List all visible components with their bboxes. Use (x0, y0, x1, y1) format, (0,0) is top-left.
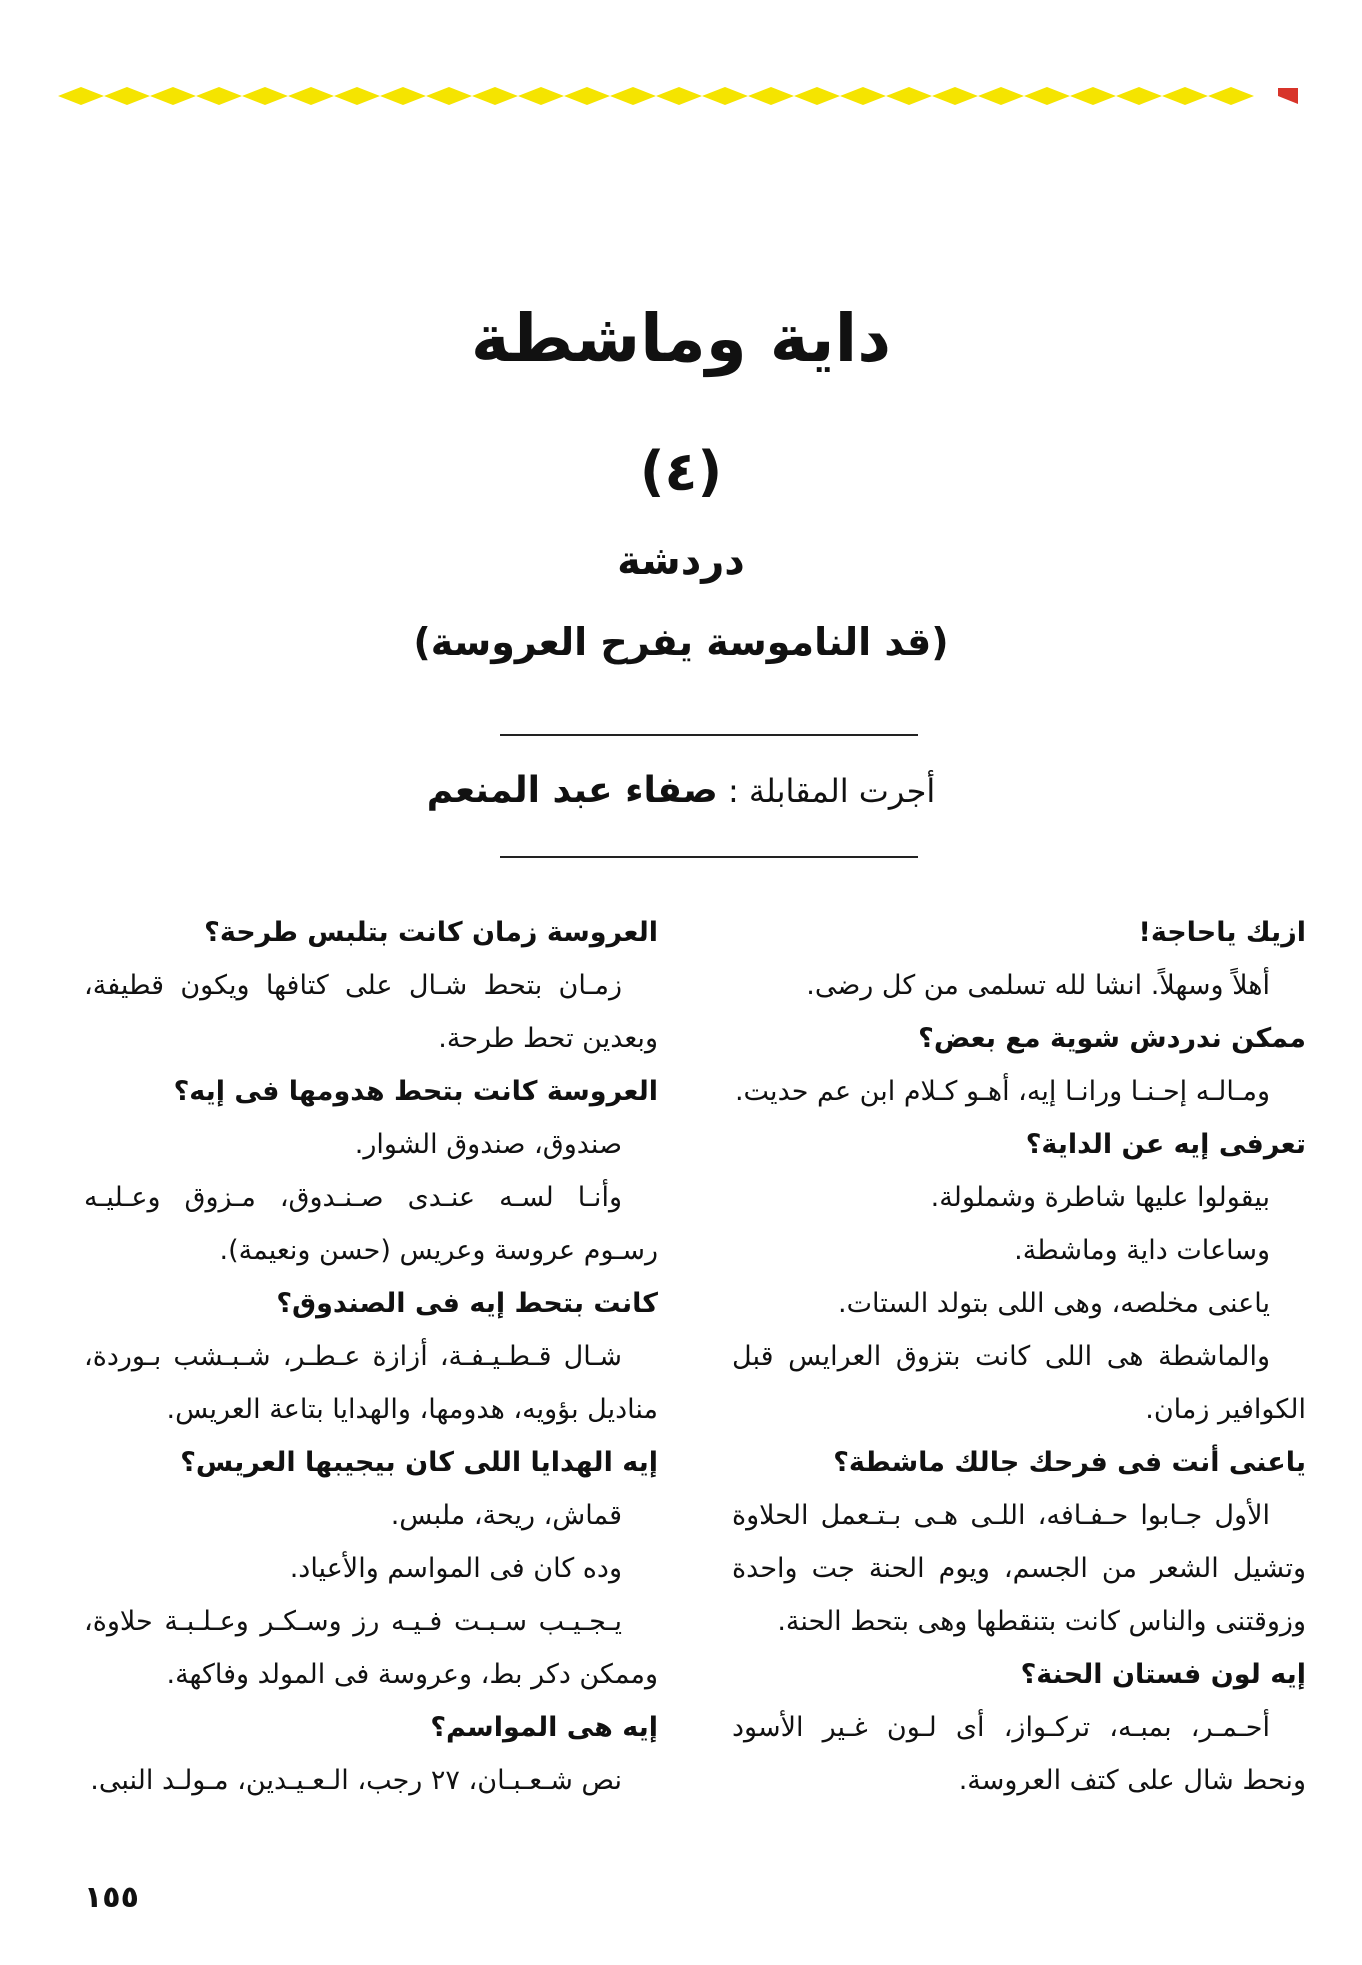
divider-top (500, 734, 918, 736)
answer: صندوق، صندوق الشوار. (354, 1129, 622, 1160)
border-diamond (334, 87, 380, 105)
answer: يـجـيـب سـبـت فـيـه رز وسـكـر وعـلـبـة حلاوة، وممكن دكر بط، وعروسة فى المولد وفاكهة. (84, 1606, 658, 1690)
border-diamond (518, 87, 564, 105)
red-corner-ornament (1278, 88, 1298, 104)
answer: زمـان بتحط شـال على كتافها ويكون قطيفة، وبعدين تحط طرحة. (84, 970, 658, 1054)
border-diamond (840, 87, 886, 105)
divider-bottom (500, 856, 918, 858)
answer: وده كان فى المواسم والأعياد. (289, 1553, 622, 1584)
question: ياعنى أنت فى فرحك جالك ماشطة؟ (833, 1447, 1306, 1478)
border-diamond (472, 87, 518, 105)
question: ازيك ياحاجة! (1138, 917, 1306, 948)
answer: شـال قـطـيـفـة، أزازة عـطـر، شـبـشب بـوردة، مناديل بؤويه، هدومها، والهدايا بتاعة العريس. (84, 1341, 658, 1425)
answer: وساعات داية وماشطة. (1014, 1235, 1270, 1266)
border-diamond (748, 87, 794, 105)
question: تعرفى إيه عن الداية؟ (1025, 1129, 1306, 1160)
byline-label: أجرت المقابلة : (727, 772, 936, 810)
right-column (732, 906, 1306, 1807)
yellow-diamond-chain (58, 87, 1254, 105)
border-diamond (610, 87, 656, 105)
left-column (84, 906, 658, 1807)
border-diamond (702, 87, 748, 105)
part-number: (٤) (639, 440, 723, 503)
page-title: داية وماشطة (470, 300, 892, 377)
question: إيه هى المواسم؟ (430, 1712, 658, 1743)
question: ممكن ندردش شوية مع بعض؟ (918, 1023, 1306, 1054)
question: كانت بتحط إيه فى الصندوق؟ (276, 1288, 658, 1319)
answer: والماشطة هى اللى كانت بتزوق العرايس قبل الكوافير زمان. (732, 1341, 1306, 1425)
subtitle: دردشة (617, 538, 745, 584)
question: العروسة كانت بتحط هدومها فى إيه؟ (173, 1076, 658, 1107)
border-diamond (58, 87, 104, 105)
border-diamond (426, 87, 472, 105)
border-diamond (886, 87, 932, 105)
border-diamond (150, 87, 196, 105)
answer: ومـالـه إحـنـا ورانـا إيه، أهـو كـلام ابن عم حديت. (734, 1076, 1270, 1107)
border-diamond (1208, 87, 1254, 105)
answer: نص شـعـبـان، ٢٧ رجب، الـعـيـدين، مـولـد النبى. (90, 1765, 622, 1796)
border-diamond (932, 87, 978, 105)
answer: الأول جـابوا حـفـافه، اللـى هـى بـتـعمل الحلاوة وتشيل الشعر من الجسم، ويوم الحنة جت واحدة وزوقتنى والناس كانت بتنقطها وهى بتحط الحنة. (732, 1500, 1306, 1637)
answer: أهلاً وسهلاً. انشا لله تسلمى من كل رضى. (806, 970, 1270, 1001)
page-number: ١٥٥ (84, 1880, 139, 1915)
border-diamond (242, 87, 288, 105)
answer: قماش، ريحة، ملبس. (390, 1500, 622, 1531)
border-diamond (1024, 87, 1070, 105)
subtitle-proverb: (قد الناموسة يفرح العروسة) (413, 620, 949, 664)
border-diamond (288, 87, 334, 105)
border-diamond (1070, 87, 1116, 105)
border-diamond (196, 87, 242, 105)
border-diamond (380, 87, 426, 105)
answer: أحـمـر، بمبـه، تركـواز، أى لـون غـير الأسود ونحط شال على كتف العروسة. (732, 1712, 1306, 1796)
answer: وأنـا لسـه عنـدى صـنـدوق، مـزوق وعـليـه رسـوم عروسة وعريس (حسن ونعيمة). (84, 1182, 658, 1266)
border-diamond (1162, 87, 1208, 105)
border-diamond (564, 87, 610, 105)
border-diamond (104, 87, 150, 105)
decorative-border (58, 84, 1298, 108)
border-diamond (794, 87, 840, 105)
answer: ياعنى مخلصه، وهى اللى بتولد الستات. (838, 1288, 1270, 1319)
question: إيه الهدايا اللى كان بيجيبها العريس؟ (180, 1447, 658, 1478)
question: العروسة زمان كانت بتلبس طرحة؟ (204, 917, 658, 948)
byline-name: صفاء عبد المنعم (426, 770, 718, 811)
border-diamond (978, 87, 1024, 105)
question: إيه لون فستان الحنة؟ (1020, 1659, 1306, 1690)
border-diamond (656, 87, 702, 105)
answer: بيقولوا عليها شاطرة وشملولة. (930, 1182, 1270, 1213)
byline (0, 770, 1362, 811)
border-diamond (1116, 87, 1162, 105)
